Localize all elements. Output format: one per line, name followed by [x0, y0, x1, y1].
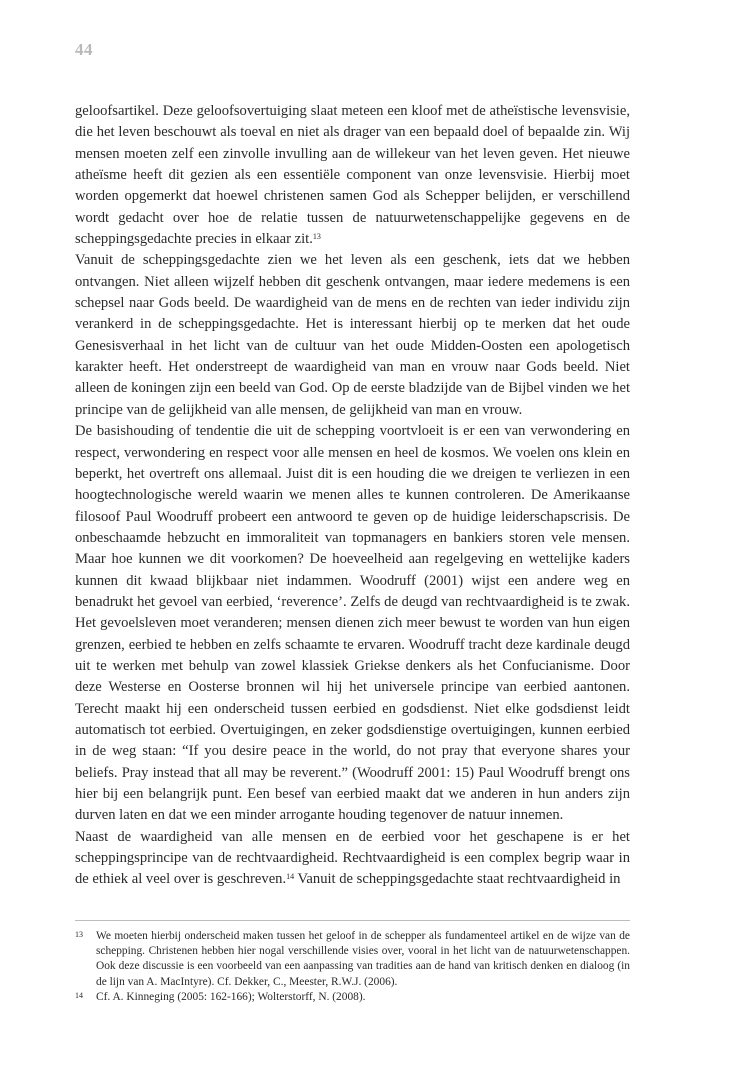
footnote-number: 13 [75, 930, 83, 939]
footnote-text: We moeten hierbij onderscheid maken tussen het geloof in de schepper als fundamenteel artikel en de wijze van de schepping. Christenen hebben hier nogal verschillende visies over, vooral in het licht van de natuurwetenschappen. Ook deze discussie is een voorbeeld van een aanpassing van tradities aan de hand van kritisch denken en dialoog (in de lijn van A. MacIntyre). Cf. Dekker, C., Meester, R.W.J. (2006). [96, 930, 630, 988]
paragraph-2 [75, 250, 630, 421]
footnote-text: Cf. A. Kinneging (2005: 162-166); Wolterstorff, N. (2008). [96, 990, 366, 1003]
paragraph-text: Vanuit de scheppingsgedachte zien we het leven als een geschenk, iets dat we hebben ontvangen. Niet alleen wijzelf hebben dit geschenk ontvangen, maar iedere medemens is een schepsel naar Gods beeld. De waardigheid van de mens en de rechten van ieder individu zijn verankerd in de scheppingsgedachte. Het is interessant hierbij op te merken dat het oude Genesisverhaal in het licht van de cultuur van het oude Midden-Oosten een apologetisch karakter heeft. Het onderstreept de waardigheid van man en vrouw naar Gods beeld. Niet alleen de koningen zijn een beeld van God. Op de eerste bladzijde van de Bijbel vinden we het principe van de gelijkheid van alle mensen, de gelijkheid van man en vrouw. [75, 252, 630, 418]
footnote-divider [75, 920, 630, 921]
footnote-number: 14 [75, 990, 83, 1000]
page-number: 44 [75, 40, 93, 59]
paragraph-text-continued: Vanuit de scheppingsgedachte staat rechtvaardigheid in [294, 871, 621, 888]
paragraph-4 [75, 827, 630, 891]
paragraph-1 [75, 101, 630, 250]
footnote-reference-13[interactable]: 13 [312, 232, 321, 242]
footnote-14 [75, 990, 630, 1005]
paragraph-text: geloofsartikel. Deze geloofsovertuiging slaat meteen een kloof met de atheïstische levensvisie, die het leven beschouwt als toeval en niet als drager van een bepaald doel of bepaalde zin. Wij mensen moeten zelf een zinvolle invulling aan de willekeur van het leven geven. Het nieuwe atheïsme heeft dit gezien als een essentiële component van onze levensvisie. Hierbij moet worden opgemerkt dat hoewel christenen samen God als Schepper belijden, er verschillend wordt gedacht over hoe de relatie tussen de natuurwetenschappelijke gegevens en de scheppingsgedachte precies in elkaar zit. [75, 103, 630, 248]
paragraph-text: Naast de waardigheid van alle mensen en de eerbied voor het geschapene is er het scheppingsprincipe van de rechtvaardigheid. Rechtvaardigheid is een complex begrip waar in de ethiek al veel over is geschreven. [75, 828, 630, 888]
paragraph-3 [75, 421, 630, 827]
paragraph-text: De basishouding of tendentie die uit de schepping voortvloeit is er een van verwondering en respect, verwondering en respect voor alle mensen en heel de kosmos. We voelen ons klein en beperkt, het overtreft ons allemaal. Juist dit is een houding die we dreigen te verliezen in een hoogtechnologische wereld waarin we menen alles te kunnen controleren. De Amerikaanse filosoof Paul Woodruff probeert een antwoord te geven op de huidige leiderschapscrisis. De onbeschaamde hebzucht en immoraliteit van topmanagers en bankiers storen vele mensen. Maar hoe kunnen we dit voorkomen? De hoeveelheid aan regelgeving en wettelijke kaders kunnen dit kwaad blijkbaar niet indammen. Woodruff (2001) wijst een andere weg en benadrukt het gevoel van eerbied, ‘reverence’. Zelfs de deugd van rechtvaardigheid is te zwak. Het gevoelsleven moet veranderen; mensen dienen zich meer bewust te worden van hun eigen grenzen, eerbied te hebben en zelfs schaamte te ervaren. Woodruff tracht deze kardinale deugd uit te werken met behulp van zowel klassiek Griekse denkers als het Confucianisme. Door deze Westerse en Oosterse bronnen wil hij het universele principe van eerbied aantonen. Terecht maakt hij een onderscheid tussen eerbied en godsdienst. Niet elke godsdienst leidt automatisch tot eerbied. Overtuigingen, en zeker godsdienstige overtuigingen, kunnen eerbied in de weg staan: “If you desire peace in the world, do not pray that everyone shares your beliefs. Pray instead that all may be reverent.” (Woodruff 2001: 15) Paul Woodruff brengt ons hier bij een belangrijk punt. Een besef van eerbied maakt dat we anderen in hun anders zijn durven laten en dat we een minder arrogante houding tegenover de natuur innemen. [75, 423, 630, 824]
body-text [75, 101, 630, 891]
footnotes [75, 929, 630, 1005]
footnote-13 [75, 929, 630, 990]
footnote-reference-14[interactable]: 14 [286, 872, 295, 882]
